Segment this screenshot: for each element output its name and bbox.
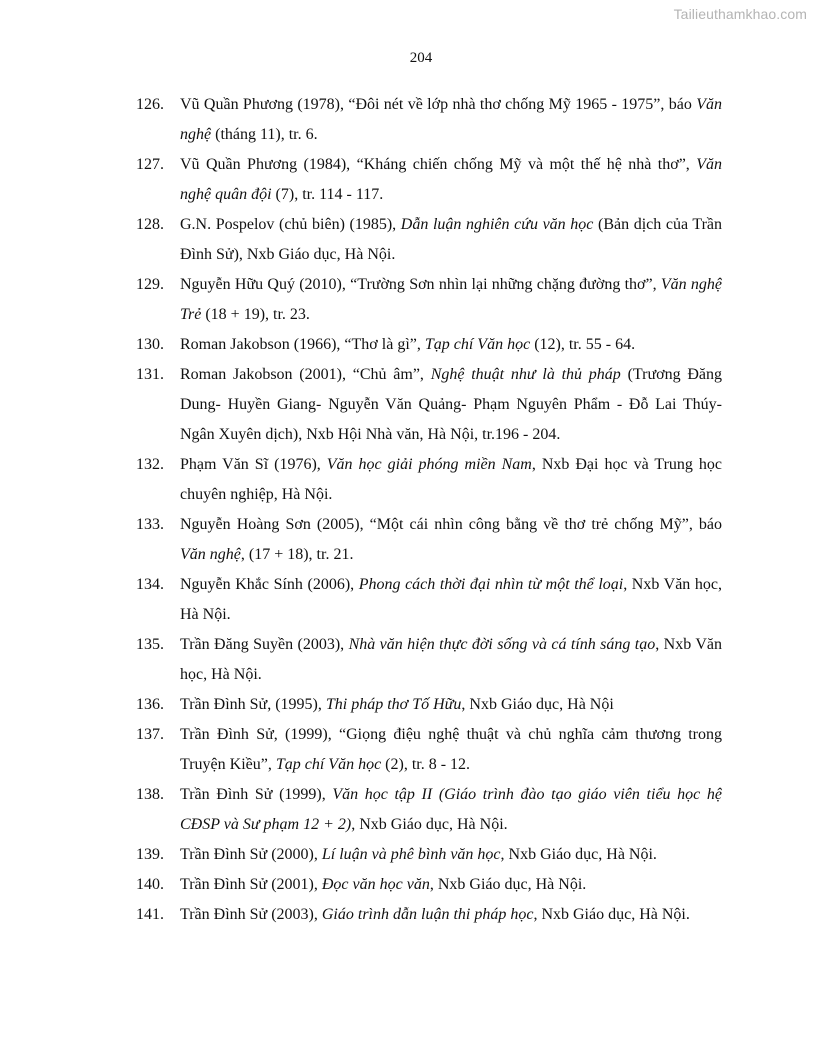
reference-text: [180, 840, 722, 870]
reference-item: [136, 870, 722, 900]
reference-title: Nghệ thuật như là thủ pháp: [430, 366, 621, 383]
reference-item: [136, 210, 722, 270]
reference-item: [136, 360, 722, 450]
reference-segment: (Bản dịch của Trần Đình Sử), Nxb Giáo dục, Hà Nội.: [180, 216, 723, 263]
reference-segment: Trần Đình Sử, (1995),: [180, 696, 326, 713]
reference-segment: , (17 + 18), tr. 21.: [240, 546, 354, 563]
reference-segment: , Nxb Giáo dục, Hà Nội.: [429, 876, 587, 893]
reference-text: [180, 90, 722, 150]
reference-segment: (2), tr. 8 - 12.: [381, 756, 471, 773]
reference-text: [180, 450, 722, 510]
reference-segment: (18 + 19), tr. 23.: [201, 306, 310, 323]
reference-item: [136, 900, 722, 930]
reference-text: [180, 630, 722, 690]
reference-text: [180, 360, 722, 450]
reference-title: Văn nghệ: [180, 546, 241, 563]
reference-text: [180, 210, 722, 270]
reference-title: Tạp chí Văn học: [275, 756, 382, 773]
reference-segment: (tháng 11), tr. 6.: [211, 126, 318, 143]
reference-text: [180, 270, 722, 330]
reference-text: [180, 900, 722, 930]
reference-number: 132.: [136, 456, 164, 473]
reference-segment: , Nxb Giáo dục, Hà Nội.: [533, 906, 690, 923]
reference-segment: Phạm Văn Sĩ (1976),: [180, 456, 327, 473]
reference-segment: (Trương Đăng Dung- Huyền Giang- Nguyễn Văn Quảng- Phạm Nguyên Phẩm - Đỗ Lai Thúy- Ngân Xuyên dịch), Nxb Hội Nhà văn, Hà Nội, tr.196 - 204.: [180, 366, 723, 443]
reference-segment: G.N. Pospelov (chủ biên) (1985),: [180, 216, 401, 233]
reference-title: Dẫn luận nghiên cứu văn học: [400, 216, 594, 233]
reference-segment: Trần Đăng Suyền (2003),: [180, 636, 349, 653]
reference-segment: Roman Jakobson (2001), “Chủ âm”,: [180, 366, 431, 383]
reference-text: [180, 690, 722, 720]
reference-item: [136, 150, 722, 210]
reference-text: [180, 780, 722, 840]
reference-item: [136, 690, 722, 720]
reference-number: 140.: [136, 876, 164, 893]
reference-text: [180, 150, 722, 210]
reference-segment: , Nxb Giáo dục, Hà Nội.: [500, 846, 657, 863]
reference-number: 126.: [136, 96, 164, 113]
reference-number: 135.: [136, 636, 164, 653]
reference-item: [136, 840, 722, 870]
reference-text: [180, 720, 722, 780]
reference-number: 127.: [136, 156, 164, 173]
reference-item: [136, 450, 722, 510]
reference-number: 139.: [136, 846, 164, 863]
reference-number: 129.: [136, 276, 164, 293]
reference-item: [136, 780, 722, 840]
reference-segment: Nguyễn Khắc Sính (2006),: [180, 576, 359, 593]
reference-segment: Trần Đình Sử (2000),: [180, 846, 322, 863]
reference-segment: (12), tr. 55 - 64.: [530, 336, 636, 353]
reference-title: Văn nghệ Trẻ: [180, 276, 722, 323]
reference-segment: Trần Đình Sử (2003),: [180, 906, 322, 923]
reference-number: 134.: [136, 576, 164, 593]
reference-list: [136, 90, 722, 930]
reference-number: 141.: [136, 906, 164, 923]
reference-segment: (7), tr. 114 - 117.: [271, 186, 384, 203]
reference-item: [136, 630, 722, 690]
reference-number: 137.: [136, 726, 164, 743]
reference-number: 133.: [136, 516, 164, 533]
reference-segment: , Nxb Giáo dục, Hà Nội.: [351, 816, 508, 833]
reference-segment: , Nxb Giáo dục, Hà Nội: [461, 696, 614, 713]
reference-segment: Trần Đình Sử (2001),: [180, 876, 322, 893]
reference-title: Văn nghệ: [180, 96, 722, 143]
reference-text: [180, 870, 722, 900]
page-number: 204: [409, 50, 433, 66]
reference-segment: , Nxb Đại học và Trung học chuyên nghiệp, Hà Nội.: [180, 456, 723, 503]
reference-segment: Vũ Quần Phương (1978), “Đôi nét về lớp nhà thơ chống Mỹ 1965 - 1975”, báo: [180, 96, 697, 113]
reference-segment: Nguyễn Hoàng Sơn (2005), “Một cái nhìn công bằng về thơ trẻ chống Mỹ”, báo: [180, 516, 722, 533]
reference-number: 130.: [136, 336, 164, 353]
reference-item: [136, 90, 722, 150]
reference-item: [136, 720, 722, 780]
reference-title: Đọc văn học văn: [321, 876, 430, 893]
reference-segment: Roman Jakobson (1966), “Thơ là gì”,: [180, 336, 425, 353]
reference-segment: Vũ Quần Phương (1984), “Kháng chiến chống Mỹ và một thế hệ nhà thơ”,: [180, 156, 697, 173]
reference-segment: Trần Đình Sử (1999),: [180, 786, 333, 803]
reference-segment: , Nxb Văn học, Hà Nội.: [180, 636, 723, 683]
reference-item: [136, 270, 722, 330]
reference-segment: Nguyễn Hữu Quý (2010), “Trường Sơn nhìn lại những chặng đường thơ”,: [180, 276, 661, 293]
reference-title: Văn học tập II (Giáo trình đào tạo giáo viên tiểu học hệ CĐSP và Sư phạm 12 + 2): [180, 786, 722, 833]
reference-item: [136, 570, 722, 630]
reference-text: [180, 330, 722, 360]
reference-item: [136, 330, 722, 360]
reference-title: Phong cách thời đại nhìn từ một thể loại: [358, 576, 624, 593]
reference-title: Giáo trình dẫn luận thi pháp học: [321, 906, 534, 923]
reference-title: Thi pháp thơ Tố Hữu: [325, 696, 462, 713]
reference-number: 136.: [136, 696, 164, 713]
watermark-text: Tailieuthamkhao.com: [673, 6, 807, 22]
reference-title: Nhà văn hiện thực đời sống và cá tính sáng tạo: [348, 636, 656, 653]
reference-title: Lí luận và phê bình văn học: [321, 846, 501, 863]
reference-text: [180, 510, 722, 570]
reference-title: Văn học giải phóng miền Nam: [326, 456, 532, 473]
reference-text: [180, 570, 722, 630]
reference-title: Tạp chí Văn học: [424, 336, 531, 353]
reference-segment: Trần Đình Sử, (1999), “Giọng điệu nghệ thuật và chủ nghĩa cảm thương trong Truyện Kiều”,: [180, 726, 722, 773]
reference-title: Văn nghệ quân đội: [180, 156, 722, 203]
reference-segment: , Nxb Văn học, Hà Nội.: [180, 576, 722, 623]
reference-number: 131.: [136, 366, 164, 383]
reference-number: 128.: [136, 216, 164, 233]
reference-item: [136, 510, 722, 570]
reference-number: 138.: [136, 786, 164, 803]
